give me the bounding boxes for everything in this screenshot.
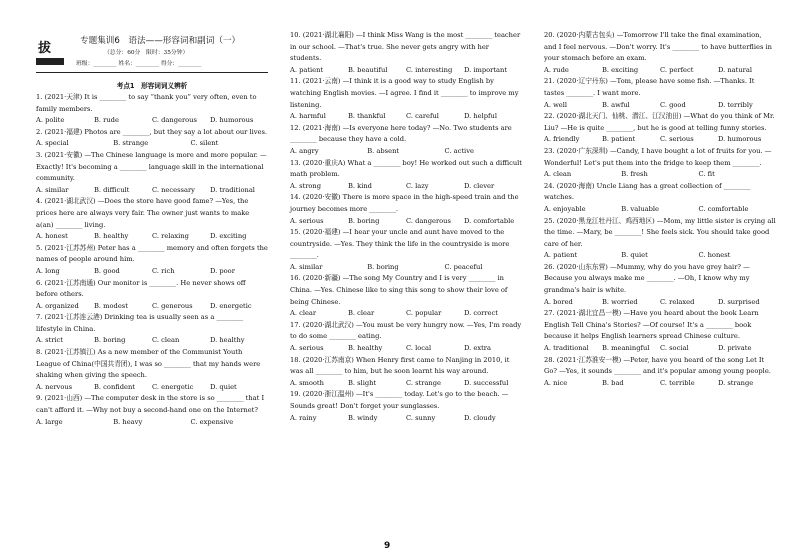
answer-option: C. silent [190,139,219,148]
answer-option: A. similar [36,185,69,194]
answer-option: C. honest [698,251,731,260]
answer-option: B. exciting [602,65,639,74]
answer-options [36,301,268,313]
question-stem: 14. (2020·安徽) There is more space in the high-speed train and the journey becomes more ________. [290,193,519,213]
answer-option: C. rich [152,266,175,275]
answer-option: A. clear [290,309,317,318]
answer-option: D. successful [464,378,509,387]
answer-option: D. private [718,344,752,353]
answer-option: B. quiet [621,251,648,260]
question-item [290,273,522,319]
question-item [544,146,776,181]
answer-option: D. humorous [210,116,254,125]
question-stem: 7. (2021·江苏连云港) Drinking tea is usually seen as a ________ lifestyle in China. [36,313,244,333]
answer-options [36,417,268,429]
answer-option: D. energetic [210,301,252,310]
question-item [36,150,268,196]
question-stem: 5. (2021·江苏苏州) Peter has a ________ memory and often forgets the names of people around him. [36,243,268,264]
question-stem: 3. (2021·安徽) —The Chinese language is more and more popular. —Exactly! It's becoming a ________ language skill in the international community. [36,150,267,183]
answer-options [36,266,268,278]
answer-option: D. exciting [210,232,247,241]
answer-option: D. humorous [718,135,762,144]
logo-stamp [36,32,64,66]
question-stem: 4. (2021·湖北武汉) —Does the store have good fame? —Yes, the prices here are always very fair. The owner just wants to make a(an) ________ living. [36,197,250,229]
answer-option: C. lazy [406,181,429,190]
answer-option: A. honest [36,232,68,241]
section-heading: 考点1 形容词词义辨析 [116,82,188,90]
answer-option: A. similar [290,262,323,271]
answer-option: C. active [444,146,474,155]
answer-option: D. natural [718,65,752,74]
question-stem: 23. (2020·广东深圳) —Candy, I have bought a lot of fruits for you. —Wonderful! Let's put them into the fridge to keep them ________. [544,146,772,167]
answer-option: C. comfortable [698,204,749,213]
question-stem: 15. (2020·福建) —I hear your uncle and aunt have moved to the countryside. —Yes. They think the life in the countryside is more ________. [290,228,510,260]
answer-options [544,343,776,355]
question-item [544,355,776,390]
answer-option: D. traditional [210,185,255,194]
answer-option: C. energetic [152,382,194,391]
answer-option: C. dangerous [152,116,197,125]
column-3 [544,30,776,389]
question-stem: 10. (2021·湖北襄阳) —I think Miss Wang is the most ________ teacher in our school. —That's true. She never gets angry with her students. [290,31,521,63]
answer-options [290,181,522,193]
answer-option: C. dangerous [406,216,451,225]
answer-option: B. valuable [621,204,659,213]
answer-option: D. healthy [210,336,245,345]
answer-option: D. poor [210,266,235,275]
answer-option: A. smooth [290,378,324,387]
answer-options [290,262,522,274]
answer-option: B. modest [94,301,128,310]
answer-option: A. strong [290,181,322,190]
answer-option: D. surprised [718,297,760,306]
answer-option: A. large [36,417,63,426]
answer-option: B. absent [367,146,400,155]
answer-option: A. serious [290,216,324,225]
answer-option: C. relaxing [152,232,189,241]
question-item [290,227,522,273]
question-stem: 26. (2020·山东东营) —Mummy, why do you have grey hair? —Because you always make me ________. —Oh, I know why my grandma's hair is white. [544,262,750,295]
answer-option: B. strange [113,139,149,148]
answer-option: C. necessary [152,185,195,194]
answer-option: B. meaningful [602,344,650,353]
question-stem: 22. (2020·湖北天门、仙桃、潜江、江汉油田) —What do you think of Mr. Liu? —He is quite ________, but he is good at telling funny stories. [544,112,775,132]
answer-option: C. serious [660,135,694,144]
question-item [544,111,776,146]
answer-options [544,204,776,216]
question-item [290,30,522,76]
answer-option: B. confident [94,382,135,391]
answer-option: B. difficult [94,185,130,194]
answer-option: C. expensive [190,417,234,426]
answer-option: A. harmful [290,112,326,121]
answer-option: B. rude [94,116,119,125]
answer-option: A. long [36,266,60,275]
answer-option: C. popular [406,309,442,318]
answer-option: B. awful [602,100,630,109]
question-item [290,123,522,158]
answer-option: B. thankful [348,112,386,121]
answer-options [544,134,776,146]
answer-option: A. patient [544,251,578,260]
answer-option: D. terribly [718,100,753,109]
question-item [544,308,776,354]
answer-option: C. sunny [406,413,436,422]
worksheet-title: 专题集训6 语法——形容词和副词（一） [80,36,241,46]
answer-option: C. peaceful [444,262,483,271]
question-item [290,158,522,193]
svg-text:拔: 拔 [38,41,52,56]
answer-options [290,216,522,228]
question-stem: 11. (2021·云南) —I think it is a good way to study English by watching English movies. —I agree. I find it ________ to improve my listening. [290,77,519,109]
answer-option: B. healthy [94,232,129,241]
question-stem: 2. (2021·福建) Photos are ________, but they say a lot about our lives. [36,127,268,136]
question-item [290,389,522,424]
question-item [36,278,268,313]
question-item [36,127,268,150]
answer-option: A. enjoyable [544,204,586,213]
answer-options [544,169,776,181]
question-stem: 21. (2020·辽宁丹东) —Tom, please have some fish. —Thanks. It tastes ________. I want more. [544,77,755,97]
answer-options [290,308,522,320]
answer-option: A. rude [544,65,569,74]
answer-option: C. perfect [660,65,694,74]
answer-option: A. bored [544,297,573,306]
answer-options [36,115,268,127]
question-stem: 12. (2021·海南) —Is everyone here today? —No. Two students are ________ because they have a cold. [290,123,512,144]
header-divider [36,72,268,73]
question-stem: 6. (2021·江苏南通) Our monitor is ________. He never shows off before others. [36,278,246,299]
answer-options [36,382,268,394]
answer-option: D. helpful [464,112,497,121]
question-stem: 17. (2020·湖北武汉) —You must be very hungry now. —Yes, I'm ready to do some ________ eating. [290,320,522,341]
page-number: 9 [384,541,391,551]
answer-option: D. quiet [210,382,237,391]
answer-option: C. relaxed [660,297,695,306]
answer-option: A. nervous [36,382,73,391]
question-item [36,393,268,428]
answer-options [544,250,776,262]
answer-option: D. extra [464,344,491,353]
question-stem: 1. (2021·天津) It is ________ to say “thank you” very often, even to family members. [36,93,257,113]
answer-option: A. friendly [544,135,580,144]
answer-option: A. rainy [290,413,317,422]
worksheet-meta: （总分：60分 限时：35分钟） [104,50,189,56]
answer-option: C. careful [406,112,439,121]
answer-option: D. cloudy [464,413,496,422]
question-stem: 27. (2021·湖北宜昌一模) —Have you heard about the book Learn English Tell China's Stories? —Of course! It's a ________ book because it helps English learners spread Chinese culture. [544,309,759,341]
worksheet-header [36,32,268,76]
answer-options [544,297,776,309]
question-item [290,320,522,355]
answer-option: B. slight [348,378,377,387]
answer-option: B. good [94,266,120,275]
answer-option: A. traditional [544,344,589,353]
question-item [290,355,522,390]
answer-option: D. clever [464,181,495,190]
question-stem: 16. (2020·新疆) —The song My Country and I is very ________ in China. —Yes. Chinese like to sing this song to show their love of being Chinese. [290,274,508,306]
question-stem: 28. (2021·江苏淮安一模) —Peter, have you heard of the song Let It Go? —Yes, it sounds ________ and it's popular among young people. [544,355,771,376]
answer-option: C. interesting [406,65,453,74]
question-stem: 18. (2020·江苏南京) When Henry first came to Nanjing in 2010, it was all ________ to him, but he soon learnt his way around. [290,355,510,376]
answer-option: B. boring [348,216,380,225]
question-item [36,347,268,393]
answer-option: B. boring [367,262,399,271]
question-item [544,30,776,76]
answer-option: A. patient [290,65,324,74]
answer-option: A. nice [544,378,568,387]
answer-options [544,65,776,77]
answer-option: B. patient [602,135,636,144]
question-item [290,192,522,227]
answer-option: C. local [406,344,432,353]
answer-option: C. generous [152,301,193,310]
answer-option: B. windy [348,413,378,422]
answer-options [544,100,776,112]
answer-option: B. kind [348,181,372,190]
answer-options [290,146,522,158]
question-item [544,181,776,216]
question-item [36,196,268,242]
question-stem: 19. (2020·浙江温州) —It's ________ today. Let's go to the beach. —Sounds great! Don't forget your sunglasses. [290,390,509,410]
answer-option: A. clean [544,170,572,179]
answer-options [290,65,522,77]
column-1 [36,92,268,428]
answer-option: B. fresh [621,170,648,179]
question-item [36,312,268,347]
question-stem: 24. (2020·海南) Uncle Liang has a great collection of ________ watches. [544,181,751,202]
question-item [544,216,776,262]
answer-options [36,185,268,197]
answer-option: C. strange [406,378,441,387]
answer-option: C. social [660,344,689,353]
answer-option: A. serious [290,344,324,353]
answer-option: C. fit [698,170,715,179]
answer-options [290,111,522,123]
answer-option: B. heavy [113,417,143,426]
answer-option: A. special [36,139,69,148]
question-item [290,76,522,122]
question-stem: 13. (2020·重庆A) What a ________ boy! He worked out such a difficult math problem. [290,158,522,179]
column-2 [290,30,522,424]
question-item [544,76,776,111]
answer-option: A. well [544,100,568,109]
answer-options [290,343,522,355]
answer-options [290,413,522,425]
answer-option: C. clean [152,336,180,345]
answer-option: D. comfortable [464,216,515,225]
answer-option: B. clear [348,309,375,318]
answer-option: A. polite [36,116,65,125]
answer-option: A. strict [36,336,63,345]
answer-option: A. organized [36,301,79,310]
answer-options [544,378,776,390]
answer-option: B. beautiful [348,65,388,74]
question-item [36,243,268,278]
answer-option: B. bad [602,378,624,387]
answer-option: D. correct [464,309,498,318]
answer-option: C. terrible [660,378,695,387]
answer-option: D. strange [718,378,754,387]
answer-options [290,378,522,390]
answer-option: A. angry [290,146,319,155]
question-item [544,262,776,308]
question-stem: 9. (2021·山西) —The computer desk in the store is so ________ that I can't afford it. —Why not buy a second-hand one on the Internet? [36,394,265,415]
answer-option: B. healthy [348,344,383,353]
answer-options [36,138,268,150]
answer-option: D. important [464,65,508,74]
question-stem: 8. (2021·江苏镇江) As a new member of the Communist Youth League of China(中国共青团), I was so ________ that my hands were shaking when giving the speech. [36,348,261,380]
student-fields: 班级：________ 姓名：________ 得分：________ [76,61,202,67]
question-stem: 20. (2020·内蒙古包头) —Tomorrow I'll take the final examination, and I feel nervous. —Don't worry. It's ________ to have butterflies in your stomach before an exam. [544,31,772,63]
answer-option: C. good [660,100,686,109]
question-stem: 25. (2020·黑龙江牡丹江、鸡西地区) —Mom, my little sister is crying all the time. —Mary, be ________! She feels sick. You should take good care of her. [544,216,776,248]
answer-options [36,335,268,347]
answer-option: B. worried [602,297,638,306]
answer-option: B. boring [94,336,126,345]
answer-options [36,231,268,243]
question-item [36,92,268,127]
